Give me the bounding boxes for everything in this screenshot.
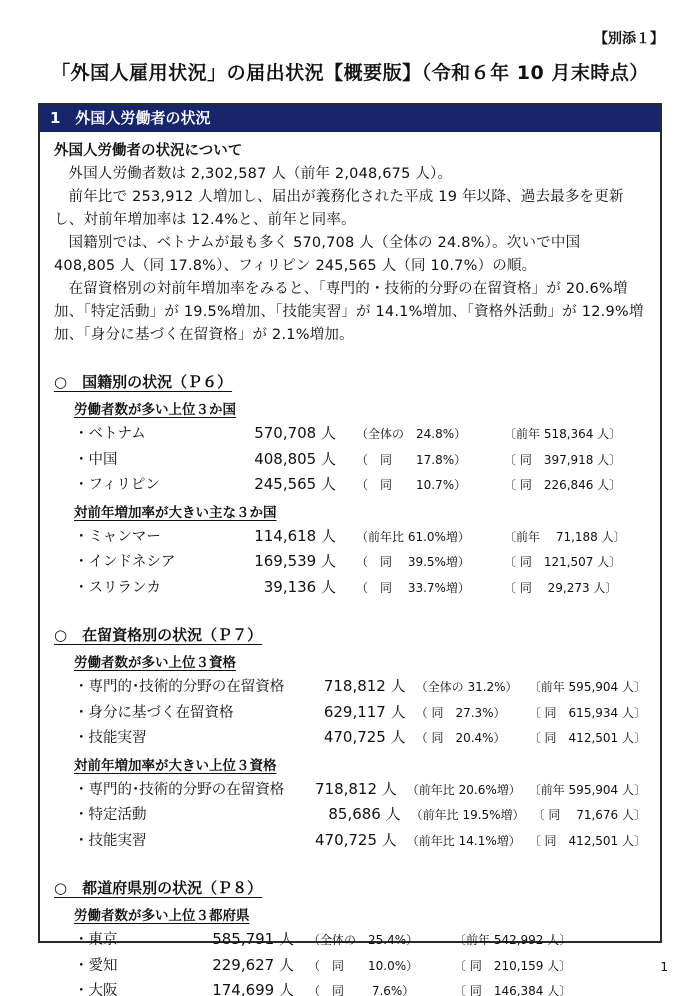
row-previous-year: 〔前年 71,188 人〕 [504, 529, 626, 544]
summary-paragraph-1: 外国人労働者数は 2,302,587 人（前年 2,048,675 人）。 [68, 166, 453, 182]
summary-paragraph-3: 国籍別では、ベトナムが最も多く 570,708 人（全体の 24.8%）。次いで中国 408,805 人（同 17.8%）、フィリピン 245,565 人（同 10.7%）の順。 [54, 235, 581, 274]
row-label: ・特定活動 [74, 807, 147, 823]
row-share: （ 同 7.6%） [308, 984, 415, 996]
table-row [74, 828, 646, 854]
row-share: （ 同 27.3%） [415, 705, 506, 720]
summary-heading: 外国人労働者の状況について [54, 143, 243, 159]
row-share: （前年比 14.1%増） [406, 833, 521, 848]
table-row [74, 447, 646, 473]
table-row [74, 472, 646, 498]
row-value: 85,686 人 [328, 805, 401, 823]
row-previous-year: 〔前年 518,364 人〕 [504, 427, 622, 441]
row-previous-year: 〔 同 146,384 人〕 [454, 984, 572, 996]
table-row [74, 725, 646, 751]
row-share: （前年比 20.6%増） [406, 782, 521, 797]
section-nationality [54, 371, 646, 600]
group-top3-statuses [74, 652, 646, 751]
row-label: ・専門的･技術的分野の在留資格 [74, 781, 285, 798]
row-previous-year: 〔 同 397,918 人〕 [504, 452, 622, 467]
group-top3-growth-statuses-heading: 対前年増加率が大きい上位３資格 [74, 757, 277, 774]
table-row [74, 927, 646, 953]
row-previous-year: 〔前年 595,904 人〕 [528, 680, 646, 694]
row-previous-year: 〔 同 412,501 人〕 [528, 731, 646, 745]
group-top3-prefectures [74, 905, 646, 996]
row-value: 39,136 人 [263, 577, 336, 596]
row-label: ・スリランカ [74, 579, 161, 596]
row-value: 570,708 人 [254, 424, 336, 442]
row-previous-year: 〔 同 210,159 人〕 [454, 958, 572, 973]
row-share: （全体の 25.4%） [308, 933, 419, 947]
attachment-label: 【別添１】 [594, 31, 664, 47]
row-value: 245,565 人 [254, 475, 336, 493]
group-top3-countries [74, 399, 646, 498]
row-label: ・大阪 [74, 983, 118, 996]
row-share: （ 同 39.5%増） [356, 555, 470, 569]
row-value: 114,618 人 [254, 526, 336, 545]
row-previous-year: 〔 同 615,934 人〕 [528, 705, 646, 720]
table-row [74, 549, 646, 575]
row-value: 470,725 人 [314, 830, 397, 849]
row-previous-year: 〔 同 29,273 人〕 [504, 580, 618, 595]
table-row [74, 524, 646, 550]
section-residence-status-title: ○ 在留資格別の状況（Ｐ７） [54, 626, 263, 644]
row-value: 470,725 人 [323, 728, 406, 746]
table-row [74, 978, 646, 996]
table-row [74, 421, 646, 447]
row-share: （全体の 31.2%） [415, 680, 518, 694]
row-share: （ 同 10.0%） [308, 958, 419, 973]
row-label: ・インドネシア [74, 554, 176, 570]
row-label: ・ミャンマー [74, 528, 161, 545]
table-row [74, 700, 646, 726]
row-share: （ 同 17.8%） [356, 452, 467, 467]
section-nationality-title: ○ 国籍別の状況（Ｐ６） [54, 373, 233, 391]
row-share: （前年比 19.5%増） [410, 808, 525, 822]
section-prefecture [54, 877, 646, 996]
row-previous-year: 〔前年 542,992 人〕 [454, 933, 572, 947]
row-label: ・フィリピン [74, 477, 160, 493]
group-top3-prefectures-heading: 労働者数が多い上位３都府県 [74, 908, 250, 924]
summary-paragraph-4: 在留資格別の対前年増加率をみると、「専門的・技術的分野の在留資格」が 20.6%増加、「特定活動」が 19.5%増加、「技能実習」が 14.1%増加、「資格外活動」が 12.9%増加、「身分に基づく在留資格」が 2.1%増加。 [54, 281, 644, 343]
row-previous-year: 〔 同 71,676 人〕 [532, 808, 646, 822]
row-label: ・技能実習 [74, 832, 147, 849]
row-value: 169,539 人 [254, 552, 336, 570]
row-share: （前年比 61.0%増） [356, 529, 470, 544]
row-label: ・身分に基づく在留資格 [74, 704, 234, 721]
row-share: （全体の 24.8%） [356, 427, 467, 441]
group-top3-countries-heading: 労働者数が多い上位３か国 [74, 402, 236, 418]
group-top3-growth-countries-heading: 対前年増加率が大きい主な３か国 [74, 504, 277, 521]
row-value: 629,117 人 [323, 702, 406, 721]
row-value: 408,805 人 [254, 449, 336, 468]
row-label: ・愛知 [74, 957, 118, 974]
group-top3-growth-countries [74, 502, 646, 601]
row-previous-year: 〔 同 121,507 人〕 [504, 555, 622, 569]
table-row [74, 674, 646, 700]
row-value: 718,812 人 [314, 779, 397, 798]
table-row [74, 802, 646, 828]
row-share: （ 同 10.7%） [356, 478, 467, 492]
section-1-header-bar: 1 外国人労働者の状況 [40, 105, 660, 132]
row-share: （ 同 33.7%増） [356, 580, 470, 595]
row-label: ・ベトナム [74, 426, 146, 442]
group-top3-growth-statuses [74, 755, 646, 854]
content-box [38, 103, 662, 996]
row-value: 229,627 人 [212, 955, 294, 974]
row-label: ・技能実習 [74, 730, 147, 746]
row-previous-year: 〔 同 412,501 人〕 [528, 833, 646, 848]
table-row [74, 575, 646, 601]
row-previous-year: 〔 同 226,846 人〕 [504, 478, 622, 492]
row-share: （ 同 20.4%） [415, 731, 506, 745]
summary-paragraph-2: 前年比で 253,912 人増加し、届出が義務化された平成 19 年以降、過去最多を更新し、対前年増加率は 12.4%と、前年と同率。 [54, 189, 624, 228]
row-label: ・東京 [74, 932, 118, 948]
row-label: ・中国 [74, 451, 118, 468]
group-top3-statuses-heading: 労働者数が多い上位３資格 [74, 655, 236, 671]
row-previous-year: 〔前年 595,904 人〕 [528, 782, 646, 797]
section-prefecture-title: ○ 都道府県別の状況（Ｐ８） [54, 879, 263, 897]
table-row [74, 777, 646, 803]
row-value: 585,791 人 [212, 930, 294, 948]
table-row [74, 953, 646, 979]
row-label: ・専門的･技術的分野の在留資格 [74, 679, 285, 695]
row-value: 718,812 人 [323, 677, 406, 695]
box-content [40, 132, 660, 996]
document-title: 「外国人雇用状況」の届出状況【概要版】（令和６年 10 月末時点） [51, 62, 649, 84]
row-value: 174,699 人 [212, 981, 294, 996]
section-residence-status [54, 624, 646, 853]
page-number: 1 [660, 960, 668, 974]
